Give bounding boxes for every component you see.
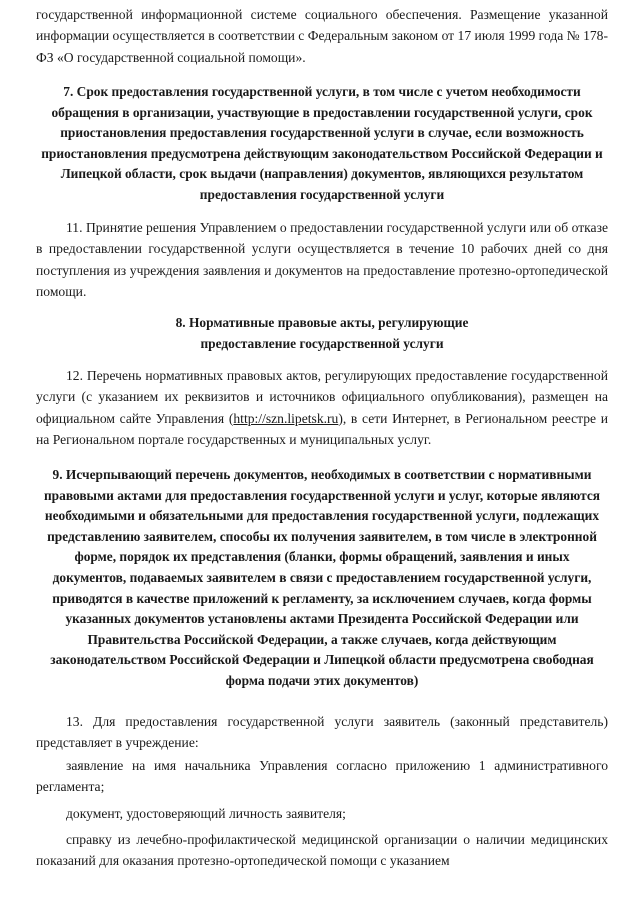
- list-item-identity-document: документ, удостоверяющий личность заявителя;: [66, 806, 346, 821]
- section-8-heading: [40, 313, 604, 354]
- intro-paragraph: государственной информационной системе социального обеспечения. Размещение указанной информации осуществляется в соответствии с Федеральным законом от 17 июля 1999 года № 178-ФЗ «О государственной социальной помощи».: [36, 7, 608, 65]
- list-item-medical-certificate: справку из лечебно-профилактической медицинской организации о наличии медицинских показаний для оказания протезно-ортопедической помощи с указанием: [36, 832, 608, 869]
- section-8-heading-line-2: предоставление государственной услуги: [200, 335, 444, 351]
- list-item-application: заявление на имя начальника Управления согласно приложению 1 административного регламента;: [36, 758, 608, 795]
- section-9-heading: 9. Исчерпывающий перечень документов, необходимых в соответствии с нормативными правовыми актами для предоставления государственной услуги и услуг, которые являются необходимыми и обязательными для предоставления государственной услуги, подлежащих представлению заявителем, способы их получения заявителем, в том числе в электронной форме, порядок их представления (бланки, формы обращений, заявления и иных документов, подаваемых заявителем в связи с предоставлением государственной услуги, приводятся в качестве приложений к регламенту, за исключением случаев, когда формы указанных документов установлены актами Президента Российской Федерации или Правительства Российской Федерации, а также случаев, когда действующим законодательством Российской Федерации и Липецкой области предусмотрена свободная форма подачи этих документов): [43, 467, 601, 688]
- section-7-heading: 7. Срок предоставления государственной услуги, в том числе с учетом необходимости обращения в организации, участвующие в предоставлении государственной услуги, срок приостановления предоставления государственной услуги в случае, если возможность приостановления предусмотрена действующим законодательством Российской Федерации и Липецкой области, срок выдачи (направления) документов, являющихся результатом предоставления государственной услуги: [41, 84, 603, 202]
- paragraph-11: 11. Принятие решения Управлением о предоставлении государственной услуги или об отказе в предоставлении государственной услуги осуществляется в течение 10 рабочих дней со дня поступления из учреждения заявления и документов на предоставление протезно-ортопедической помощи.: [36, 220, 608, 299]
- paragraph-12-text-start: 12. Перечень нормативных правовых актов, регулирующих предоставление государственной услуги (с указанием их реквизитов и источников официального опубликования), размещен на официальном сайте Управления (: [36, 368, 608, 426]
- section-8-heading-line-1: 8. Нормативные правовые акты, регулирующие: [175, 315, 469, 330]
- paragraph-13: 13. Для предоставления государственной услуги заявитель (законный представитель) представляет в учреждение:: [36, 714, 608, 751]
- official-site-link[interactable]: http://szn.lipetsk.ru: [233, 410, 339, 426]
- paragraph-12: [36, 365, 608, 450]
- paragraph-12-text-end: ), в сети Интернет, в Региональном реестре и на Региональном портале государственных и муниципальных услуг.: [36, 410, 609, 447]
